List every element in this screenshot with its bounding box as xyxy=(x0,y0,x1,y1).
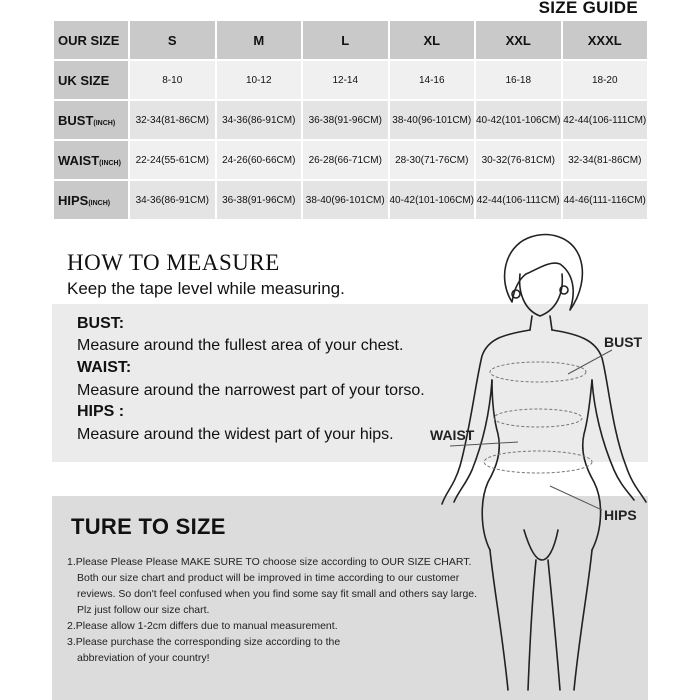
table-cell: 40-42(101-106CM) xyxy=(390,181,475,219)
table-cell: 40-42(101-106CM) xyxy=(476,101,561,139)
left-leg-inner xyxy=(528,560,536,690)
table-cell: 42-44(106-111CM) xyxy=(563,101,648,139)
crotch xyxy=(524,530,558,560)
how-to-measure-title: HOW TO MEASURE xyxy=(67,250,280,275)
left-leg xyxy=(490,550,508,690)
hips-leader xyxy=(550,486,602,510)
size-header-xxxl: XXXL xyxy=(563,21,648,59)
table-header-row xyxy=(54,21,647,59)
row-label xyxy=(54,101,128,139)
size-header-l: L xyxy=(303,21,388,59)
table-row-hips xyxy=(54,181,647,219)
note-line: Both our size chart and product will be improved in time according to our customer xyxy=(77,572,460,584)
hips-tape xyxy=(484,451,592,473)
right-arm-inner xyxy=(592,380,634,500)
table-cell: 32-34(81-86CM) xyxy=(563,141,648,179)
note-line: reviews. So don't feel confused when you find some say fit small and others say large. xyxy=(77,588,478,600)
waist-tape xyxy=(494,409,582,427)
how-to-measure-subtitle: Keep the tape level while measuring. xyxy=(67,279,345,298)
left-arm-outline xyxy=(442,330,530,504)
table-row-bust xyxy=(54,101,647,139)
table-cell: 18-20 xyxy=(563,61,648,99)
hips-label: HIPS : xyxy=(77,403,125,420)
table-cell: 38-40(96-101CM) xyxy=(303,181,388,219)
table-cell: 30-32(76-81CM) xyxy=(476,141,561,179)
bust-instruction: Measure around the fullest area of your chest. xyxy=(77,337,404,354)
body-outline-illustration xyxy=(420,230,680,700)
bust-label: BUST: xyxy=(77,315,125,332)
true-to-size-title: TURE TO SIZE xyxy=(71,514,226,539)
right-leg xyxy=(574,550,592,690)
note-line: 2.Please allow 1-2cm differs due to manual measurement. xyxy=(67,620,338,632)
size-chart-table xyxy=(52,19,649,221)
figure-hips-label: HIPS xyxy=(604,507,637,523)
size-header-xl: XL xyxy=(390,21,475,59)
table-cell: 42-44(106-111CM) xyxy=(476,181,561,219)
note-line: 3.Please purchase the corresponding size according to the xyxy=(67,636,341,648)
table-cell: 10-12 xyxy=(217,61,302,99)
table-cell: 36-38(91-96CM) xyxy=(217,181,302,219)
table-cell: 12-14 xyxy=(303,61,388,99)
table-cell: 28-30(71-76CM) xyxy=(390,141,475,179)
waist-label: WAIST: xyxy=(77,359,132,376)
table-cell: 34-36(86-91CM) xyxy=(130,181,215,219)
size-header-m: M xyxy=(217,21,302,59)
torso-right xyxy=(583,380,601,550)
row-unit: (INCH) xyxy=(99,159,121,167)
torso-left xyxy=(482,380,499,550)
table-cell: 8-10 xyxy=(130,61,215,99)
face-outline xyxy=(520,274,563,316)
figure-waist-label: WAIST xyxy=(430,427,475,443)
page-title: SIZE GUIDE xyxy=(538,0,638,17)
row-label-text: HIPS xyxy=(58,192,89,208)
table-cell: 44-46(111-116CM) xyxy=(563,181,648,219)
row-label-text: BUST xyxy=(58,112,94,128)
neck-outline xyxy=(530,316,552,330)
size-header-xxl: XXL xyxy=(476,21,561,59)
table-cell: 14-16 xyxy=(390,61,475,99)
table-row-uk-size xyxy=(54,61,647,99)
size-notes xyxy=(67,554,477,666)
right-arm-outline xyxy=(552,330,646,502)
note-line: Plz just follow our size chart. xyxy=(77,604,210,616)
size-header-s: S xyxy=(130,21,215,59)
table-cell: 32-34(81-86CM) xyxy=(130,101,215,139)
waist-instruction: Measure around the narrowest part of your torso. xyxy=(77,382,425,399)
figure-bust-label: BUST xyxy=(604,334,643,350)
row-label xyxy=(54,181,128,219)
note-line: 1.Please Please Please MAKE SURE TO choose size according to OUR SIZE CHART. xyxy=(67,556,472,568)
table-cell: 38-40(96-101CM) xyxy=(390,101,475,139)
row-label: UK SIZE xyxy=(54,61,128,99)
table-cell: 22-24(55-61CM) xyxy=(130,141,215,179)
table-cell: 36-38(91-96CM) xyxy=(303,101,388,139)
hips-instruction: Measure around the widest part of your hips. xyxy=(77,426,394,443)
table-cell: 34-36(86-91CM) xyxy=(217,101,302,139)
table-cell: 26-28(66-71CM) xyxy=(303,141,388,179)
row-unit: (INCH) xyxy=(93,119,116,127)
row-label xyxy=(54,141,128,179)
row-unit: (INCH) xyxy=(88,199,111,207)
corner-label: OUR SIZE xyxy=(54,21,128,59)
row-label-text: WAIST xyxy=(58,152,100,168)
table-cell: 24-26(60-66CM) xyxy=(217,141,302,179)
right-leg-inner xyxy=(548,560,560,690)
table-row-waist xyxy=(54,141,647,179)
note-line: abbreviation of your country! xyxy=(77,652,210,664)
table-cell: 16-18 xyxy=(476,61,561,99)
